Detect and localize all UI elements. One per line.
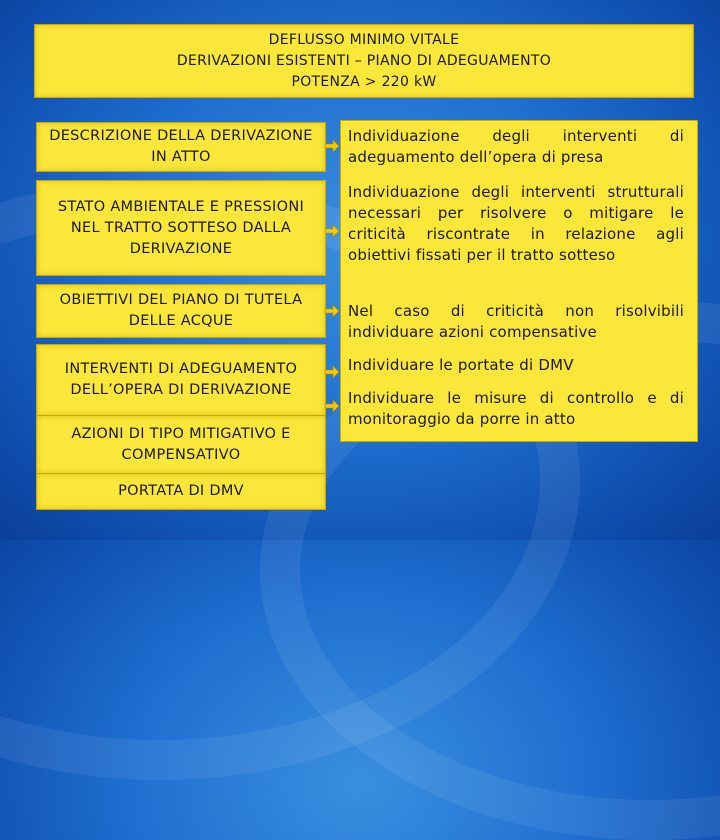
left-box-label: DESCRIZIONE DELLA DERIVAZIONE IN ATTO — [49, 128, 313, 165]
arrow-right-icon — [324, 399, 340, 413]
title-line-2: DERIVAZIONI ESISTENTI – PIANO DI ADEGUAMENTO — [176, 52, 552, 69]
right-text-portate-dmv: Individuare le portate di DMV — [348, 356, 574, 374]
left-box-descrizione — [36, 122, 326, 172]
left-box-label: PORTATA DI DMV — [118, 483, 244, 499]
left-box-portata-dmv — [36, 474, 326, 510]
right-text-azioni-compensative: Nel caso di criticità non risolvibili individuare azioni compensative — [348, 302, 684, 341]
left-box-label: OBIETTIVI DEL PIANO DI TUTELA DELLE ACQUE — [59, 292, 303, 329]
arrow-right-icon — [324, 139, 340, 153]
slide-title — [34, 24, 694, 98]
left-box-interventi — [36, 344, 326, 416]
left-box-label: INTERVENTI DI ADEGUAMENTO DELL’OPERA DI DERIVAZIONE — [64, 361, 298, 398]
left-box-obiettivi — [36, 284, 326, 338]
title-line-3: POTENZA > 220 kW — [291, 73, 437, 90]
arrow-right-icon — [324, 304, 340, 318]
left-box-label: STATO AMBIENTALE E PRESSIONI NEL TRATTO SOTTESO DALLA DERIVAZIONE — [57, 198, 305, 257]
arrow-right-icon — [324, 224, 340, 238]
right-text-monitoraggio: Individuare le misure di controllo e di monitoraggio da porre in atto — [348, 389, 684, 428]
arrow-right-icon — [324, 365, 340, 379]
right-text-interventi-strutturali: Individuazione degli interventi strutturali necessari per risolvere o mitigare le criticità riscontrate in relazione agli obiettivi fissati per il tratto sotteso — [348, 183, 684, 264]
title-line-1: DEFLUSSO MINIMO VITALE — [268, 31, 460, 48]
left-box-azioni — [36, 416, 326, 474]
right-text-adeguamento: Individuazione degli interventi di adeguamento dell’opera di presa — [348, 127, 684, 166]
left-box-stato-ambientale — [36, 180, 326, 276]
left-box-label: AZIONI DI TIPO MITIGATIVO E COMPENSATIVO — [71, 425, 291, 463]
